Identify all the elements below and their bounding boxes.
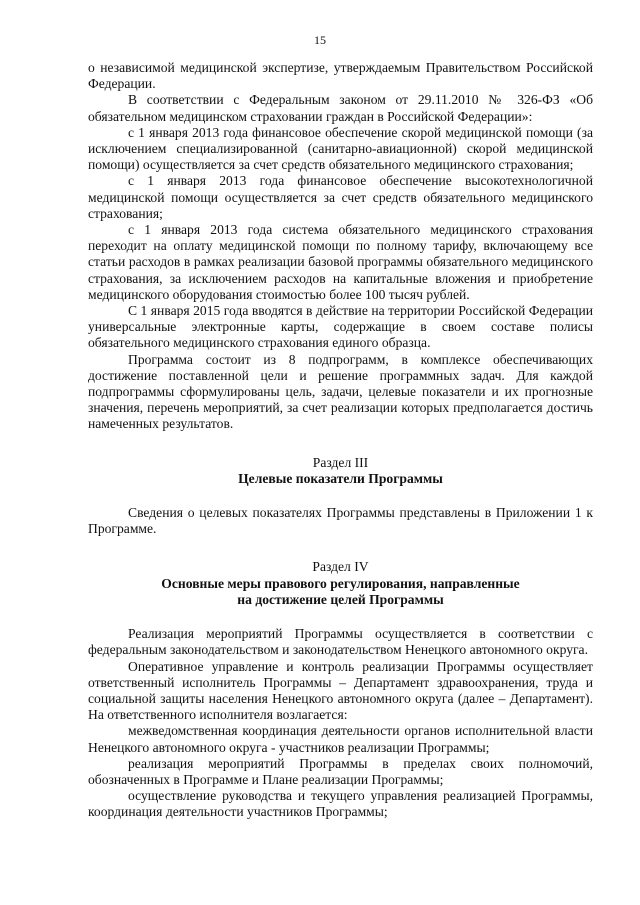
document-body — [88, 60, 593, 821]
paragraph-hightech-funding: с 1 января 2013 года финансовое обеспечение высокотехнологичной медицинской помощи осуществляется за счет средств обязательного медицинского страхования; — [88, 173, 593, 221]
paragraph-ambulance-funding: с 1 января 2013 года финансовое обеспечение скорой медицинской помощи (за исключением специализированной (санитарно-авиационной) скорой медицинской помощи) осуществляется за счет средств обязательного медицинского страхования; — [88, 124, 593, 173]
section-4-title-line-1: Основные меры правового регулирования, направленные — [161, 575, 520, 591]
section-4-paragraph: межведомственная координация деятельности органов исполнительной власти Ненецкого автономного округа - участников реализации Программы; — [88, 723, 593, 755]
section-4-paragraph: Оперативное управление и контроль реализации Программы осуществляет ответственный исполнитель Программы – Департамент здравоохранения, труда и социальной защиты населения Ненецкого автономного округа (далее – Департамент). На ответственного исполнителя возлагается: — [88, 658, 593, 723]
paragraph-full-tariff: с 1 января 2013 года система обязательного медицинского страхования переходит на оплату медицинской помощи по полному тарифу, включающему все статьи расходов в рамках реализации базовой программы обязательного медицинского страхования, за исключением расходов на капитальные вложения и приобретение медицинского оборудования стоимостью более 100 тысяч рублей. — [88, 222, 593, 302]
section-4-title-line-2: на достижение целей Программы — [237, 591, 444, 607]
section-4-paragraph: осуществление руководства и текущего управления реализацией Программы, координация деятельности участников Программы; — [88, 788, 593, 820]
paragraph-federal-law: В соответствии с Федеральным законом от 29.11.2010 № 326-ФЗ «Об обязательном медицинском страховании граждан в Российской Федерации»: — [88, 92, 593, 124]
section-4-paragraph: Реализация мероприятий Программы осуществляется в соответствии с федеральным законодательством и законодательством Ненецкого автономного округа. — [88, 626, 593, 658]
section-4-paragraph: реализация мероприятий Программы в пределах своих полномочий, обозначенных в Программе и Плане реализации Программы; — [88, 755, 593, 787]
page-number: 15 — [314, 33, 326, 47]
paragraph-subprograms: Программа состоит из 8 подпрограмм, в комплексе обеспечивающих достижение поставленной цели и решение программных задач. Для каждой подпрограммы сформулированы цель, задачи, целевые показатели и их прогнозные значения, перечень мероприятий, за счет реализации которых предполагается достичь намеченных результатов. — [88, 351, 593, 432]
paragraph-electronic-cards: С 1 января 2015 года вводятся в действие на территории Российской Федерации универсальные электронные карты, содержащие в своем составе полисы обязательного медицинского страхования единого образца. — [88, 303, 593, 351]
section-3-label: Раздел III — [312, 454, 369, 470]
paragraph-continuation: о независимой медицинской экспертизе, утверждаемым Правительством Российской Федерации. — [88, 60, 593, 92]
section-3-text: Сведения о целевых показателях Программы представлены в Приложении 1 к Программе. — [88, 505, 593, 537]
section-4-label: Раздел IV — [312, 559, 369, 575]
section-3-title: Целевые показатели Программы — [238, 470, 443, 486]
